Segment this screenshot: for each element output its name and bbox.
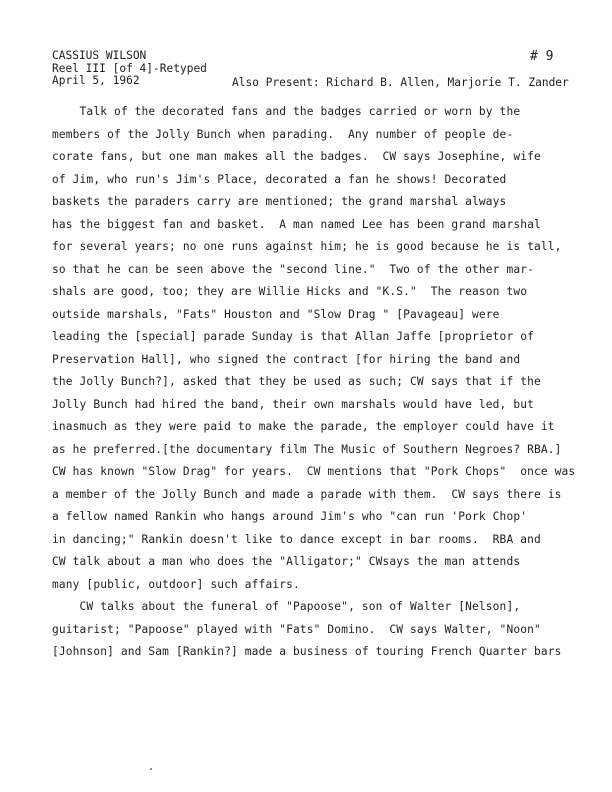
interview-date: April 5, 1962 <box>52 74 140 87</box>
transcript-line: Jolly Bunch had hired the band, their own marshals would have led, but <box>52 397 534 411</box>
transcript-line: CW talks about the funeral of "Papoose", son of Walter [Nelson], <box>52 600 521 613</box>
transcript-line: many [public, outdoor] such affairs. <box>52 577 300 591</box>
transcript-line: as he preferred.[the documentary film The Music of Southern Negroes? RBA.] <box>52 442 562 456</box>
transcript-line: baskets the paraders carry are mentioned; the grand marshal always <box>52 195 507 208</box>
transcript-line: leading the [special] parade Sunday is that Allan Jaffe [proprietor of <box>52 330 534 343</box>
scan-speck <box>150 768 152 770</box>
transcript-line: Talk of the decorated fans and the badges carried or worn by the <box>52 105 521 118</box>
transcript-line: shals are good, too; they are Willie Hicks and "K.S." The reason two <box>52 285 528 298</box>
also-present: Also Present: Richard B. Allen, Marjorie T. Zander <box>232 76 569 89</box>
reel-info: Reel III [of 4]-Retyped <box>52 61 207 75</box>
transcript-line: has the biggest fan and basket. A man named Lee has been grand marshal <box>52 217 541 231</box>
transcript-line: a member of the Jolly Bunch and made a parade with them. CW says there is <box>52 487 562 501</box>
transcript-line: of Jim, who run's Jim's Place, decorated a fan he shows! Decorated <box>52 172 507 186</box>
transcript-line: a fellow named Rankin who hangs around Jim's who "can run 'Pork Chop' <box>52 510 528 523</box>
transcript-line: for several years; no one runs against him; he is good because he is tall, <box>52 240 562 253</box>
transcript-line: guitarist; "Papoose" played with "Fats" Domino. CW says Walter, "Noon" <box>52 622 541 636</box>
transcript-line: outside marshals, "Fats" Houston and "Slow Drag " [Pavageau] were <box>52 307 500 321</box>
transcript-line: the Jolly Bunch?], asked that they be used as such; CW says that if the <box>52 375 541 388</box>
transcript-line: Preservation Hall], who signed the contract [for hiring the band and <box>52 352 521 366</box>
transcript-line: corate fans, but one man makes all the badges. CW says Josephine, wife <box>52 150 541 163</box>
page-number: # 9 <box>530 49 554 64</box>
transcript-line: CW has known "Slow Drag" for years. CW mentions that "Pork Chops" once was <box>52 465 576 478</box>
transcript-line: members of the Jolly Bunch when parading. Any number of people de- <box>52 127 514 141</box>
transcript-line: CW talk about a man who does the "Alligator;" CWsays the man attends <box>52 555 521 568</box>
transcript-line: so that he can be seen above the "second line." Two of the other mar- <box>52 262 534 276</box>
transcript-line: inasmuch as they were paid to make the parade, the employer could have it <box>52 420 555 433</box>
transcript-line: [Johnson] and Sam [Rankin?] made a business of touring French Quarter bars <box>52 645 562 658</box>
interviewee-name: CASSIUS WILSON <box>52 49 147 62</box>
transcript-line: in dancing;" Rankin doesn't like to dance except in bar rooms. RBA and <box>52 532 541 546</box>
document-header <box>52 50 207 88</box>
